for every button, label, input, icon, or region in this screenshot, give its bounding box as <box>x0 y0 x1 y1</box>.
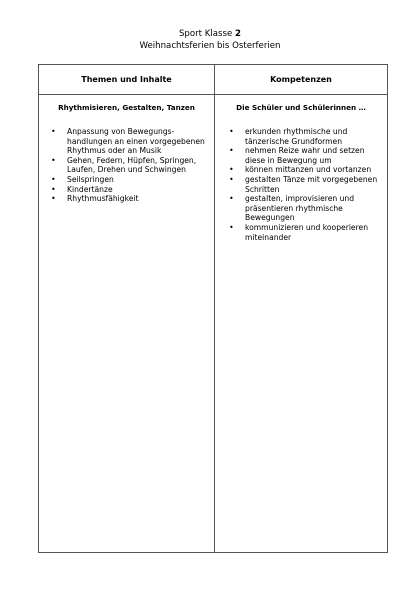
competencies-list-item: • gestalten, improvisieren und präsentieren rhythmische Bewegungen <box>229 194 379 223</box>
curriculum-table <box>38 64 388 553</box>
topics-list <box>51 127 209 204</box>
header-period: Weihnachtsferien bis Osterferien <box>139 41 281 51</box>
column-heading-topics: Themen und Inhalte <box>81 75 172 84</box>
competencies-list-item: • nehmen Reize wahr und setzen diese in Bewegung um <box>229 146 379 165</box>
header-title-prefix: Sport Klasse <box>178 29 236 39</box>
column-divider <box>214 65 215 552</box>
topics-list-item: • Kindertänze <box>51 185 209 195</box>
competencies-list-item: • kommunizieren und kooperieren miteinander <box>229 223 379 242</box>
topics-list-item: • Anpassung von Bewegungs-handlungen an einen vorgegebenen Rhythmus oder an Musik <box>51 127 209 156</box>
competencies-list-item: • erkunden rhythmische und tänzerische Grundformen <box>229 127 379 146</box>
header-class-number: 2 <box>235 29 242 39</box>
competencies-list-item: • können mittanzen und vortanzen <box>229 165 379 175</box>
competencies-list-item: • gestalten Tänze mit vorgegebenen Schritten <box>229 175 379 194</box>
topics-list-item: • Seilspringen <box>51 175 209 185</box>
header-row-divider <box>39 94 387 95</box>
header-title <box>0 28 420 40</box>
topics-list-item: • Gehen, Federn, Hüpfen, Springen, Laufen, Drehen und Schwingen <box>51 156 209 175</box>
topics-subheading: Rhythmisieren, Gestalten, Tanzen <box>58 103 195 112</box>
column-heading-competencies: Kompetenzen <box>270 75 332 84</box>
competencies-list <box>229 127 379 242</box>
page-header <box>0 28 420 52</box>
competencies-subheading: Die Schüler und Schülerinnen … <box>236 103 366 112</box>
topics-list-item: • Rhythmusfähigkeit <box>51 194 209 204</box>
